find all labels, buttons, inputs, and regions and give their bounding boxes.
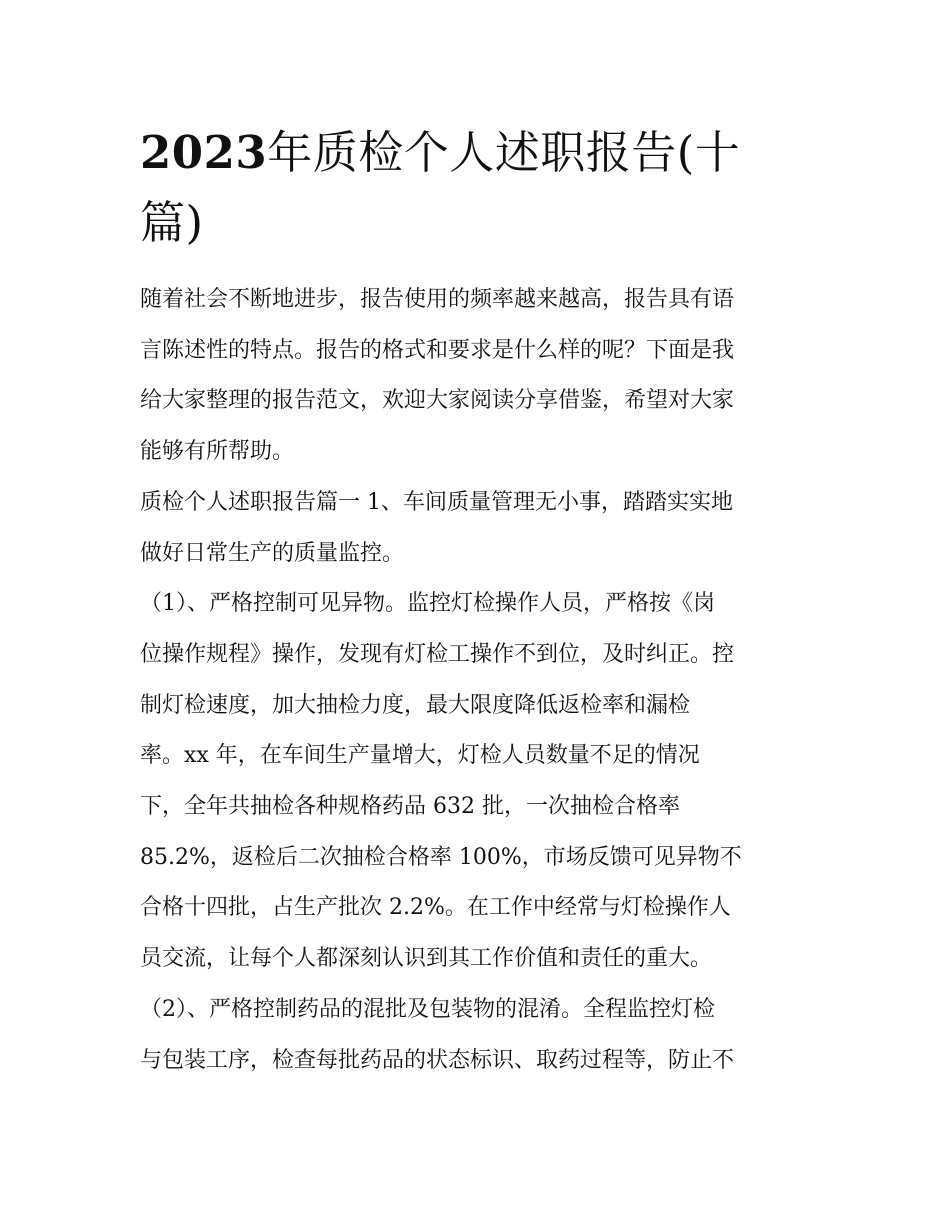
body-line: 下，全年共抽检各种规格药品 632 批，一次抽检合格率 xyxy=(140,794,680,820)
body-line: 与包装工序，检查每批药品的状态标识、取药过程等，防止不 xyxy=(140,1047,735,1073)
body-line: 随着社会不断地进步，报告使用的频率越来越高，报告具有语 xyxy=(140,287,735,312)
body-line: 位操作规程》操作，发现有灯检工操作不到位，及时纠正。控 xyxy=(140,641,735,667)
title-year: 2023 xyxy=(140,126,268,179)
body-line: 给大家整理的报告范文，欢迎大家阅读分享借鉴，希望对大家 xyxy=(140,388,735,414)
title-line-1: 年质检个人述职报告(十 xyxy=(267,126,741,179)
body-line: 制灯检速度，加大抽检力度，最大限度降低返检率和漏检 xyxy=(140,692,691,718)
body-line: 合格十四批，占生产批次 2.2%。在工作中经常与灯检操作人 xyxy=(140,895,731,921)
body-line: 质检个人述职报告篇一 1、车间质量管理无小事，踏踏实实地 xyxy=(140,489,733,515)
body-line: 率。xx 年，在车间生产量增大，灯检人员数量不足的情况 xyxy=(140,743,700,769)
title-line-2: 篇) xyxy=(140,196,204,249)
document-body xyxy=(140,275,815,1086)
document-title xyxy=(140,118,820,258)
body-line: 能够有所帮助。 xyxy=(140,439,295,465)
body-line: 做好日常生产的质量监控。 xyxy=(140,540,405,566)
body-line: （2）、严格控制药品的混批及包装物的混淆。全程监控灯检 xyxy=(140,996,715,1022)
body-line: 言陈述性的特点。报告的格式和要求是什么样的呢？下面是我 xyxy=(140,337,735,363)
body-line: 员交流，让每个人都深刻认识到其工作价值和责任的重大。 xyxy=(140,946,713,972)
body-line: （1）、严格控制可见异物。监控灯检操作人员，严格按《岗 xyxy=(140,591,715,617)
body-line: 85.2%，返检后二次抽检合格率 100%，市场反馈可见异物不 xyxy=(140,844,742,870)
